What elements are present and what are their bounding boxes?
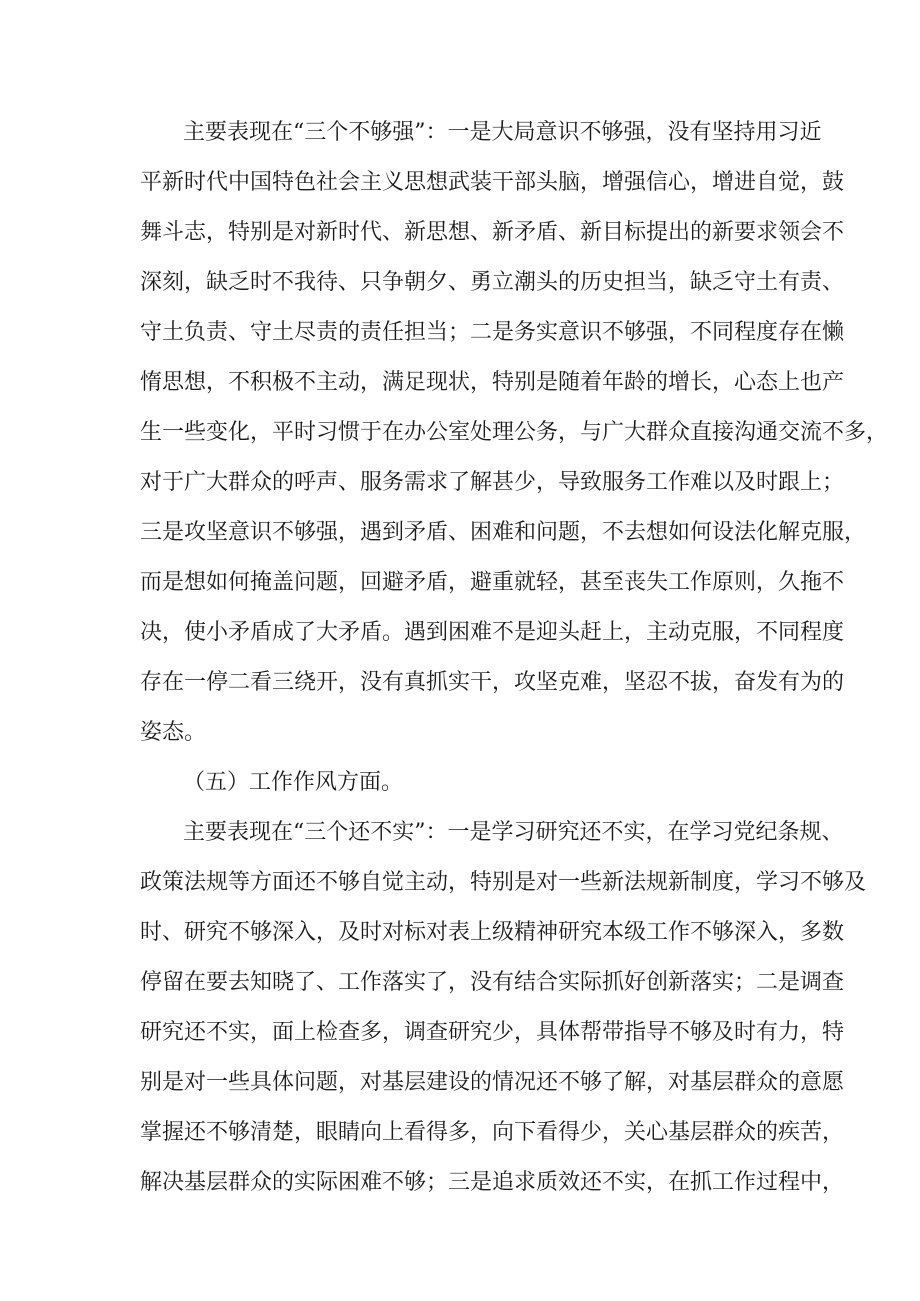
paragraph2-line-6: 别是对一些具体问题，对基层建设的情况还不够了解，对基层群众的意愿 bbox=[140, 1070, 845, 1095]
paragraph2-line-7: 掌握还不够清楚，眼睛向上看得多，向下看得少，关心基层群众的疾苦， bbox=[140, 1120, 845, 1145]
paragraph2-line-8: 解决基层群众的实际困难不够；三是追求质效还不实，在抓工作过程中， bbox=[140, 1170, 845, 1195]
paragraph1-line-2: 平新时代中国特色社会主义思想武装干部头脑，增强信心，增进自觉，鼓 bbox=[140, 170, 845, 195]
paragraph2-line-1: 主要表现在“三个还不实”：一是学习研究还不实，在学习党纪条规、 bbox=[183, 820, 844, 845]
paragraph2-line-2: 政策法规等方面还不够自觉主动，特别是对一些新法规新制度，学习不够及 bbox=[140, 870, 867, 895]
paragraph2-line-5: 研究还不实，面上检查多，调查研究少，具体帮带指导不够及时有力，特 bbox=[140, 1020, 845, 1045]
paragraph1-line-6: 惰思想，不积极不主动，满足现状，特别是随着年龄的增长，心态上也产 bbox=[140, 370, 845, 395]
paragraph1-line-9: 三是攻坚意识不够强，遇到矛盾、困难和问题，不去想如何设法化解克服， bbox=[140, 520, 867, 545]
paragraph1-line-3: 舞斗志，特别是对新时代、新思想、新矛盾、新目标提出的新要求领会不 bbox=[140, 220, 845, 245]
paragraph2-line-4: 停留在要去知晓了、工作落实了，没有结合实际抓好创新落实；二是调查 bbox=[140, 970, 845, 995]
paragraph2-line-3: 时、研究不够深入，及时对标对表上级精神研究本级工作不够深入，多数 bbox=[140, 920, 845, 945]
paragraph1-line-7: 生一些变化，平时习惯于在办公室处理公务，与广大群众直接沟通交流不多， bbox=[140, 420, 889, 445]
section-heading: （五）工作作风方面。 bbox=[183, 770, 404, 795]
paragraph1-line-11: 决，使小矛盾成了大矛盾。遇到困难不是迎头赶上，主动克服，不同程度 bbox=[140, 620, 845, 645]
paragraph1-line-13: 姿态。 bbox=[140, 720, 207, 745]
paragraph1-line-12: 存在一停二看三绕开，没有真抓实干，攻坚克难，坚忍不拔，奋发有为的 bbox=[140, 670, 845, 695]
paragraph1-line-5: 守土负责、守土尽责的责任担当；二是务实意识不够强，不同程度存在懒 bbox=[140, 320, 845, 345]
paragraph1-line-10: 而是想如何掩盖问题，回避矛盾，避重就轻，甚至丧失工作原则，久拖不 bbox=[140, 570, 845, 595]
paragraph1-line-1: 主要表现在“三个不够强”：一是大局意识不够强，没有坚持用习近 bbox=[183, 120, 822, 145]
paragraph1-line-8: 对于广大群众的呼声、服务需求了解甚少，导致服务工作难以及时跟上； bbox=[140, 470, 845, 495]
paragraph1-line-4: 深刻，缺乏时不我待、只争朝夕、勇立潮头的历史担当，缺乏守土有责、 bbox=[140, 270, 845, 295]
